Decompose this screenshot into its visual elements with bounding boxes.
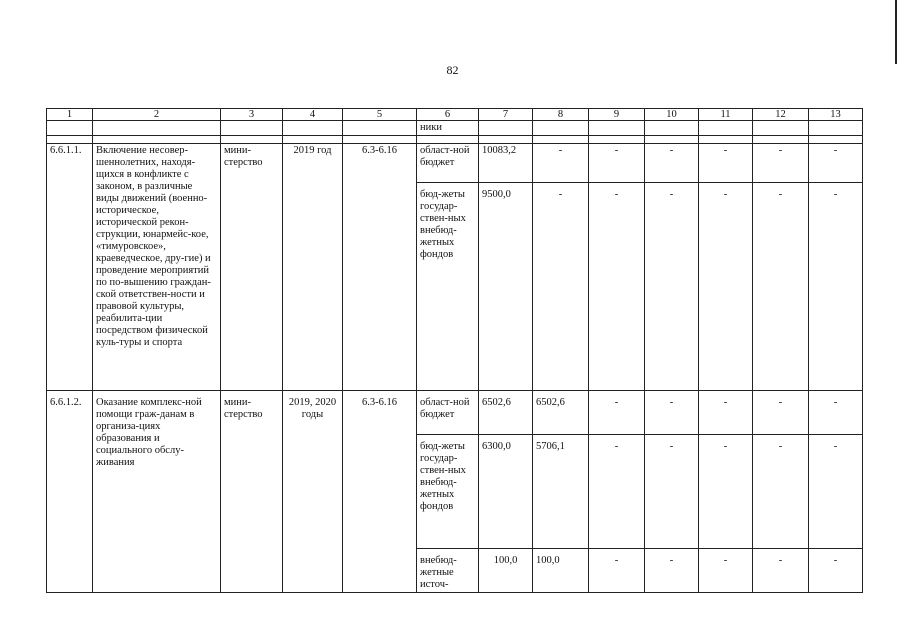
item-targets: 6.3-6.16 [343, 144, 417, 391]
value-cell: - [589, 549, 645, 593]
column-header: 11 [699, 109, 753, 121]
column-header: 4 [283, 109, 343, 121]
item-targets: 6.3-6.16 [343, 391, 417, 593]
value-cell: - [809, 391, 863, 435]
value-cell: - [809, 144, 863, 183]
funding-source: област-ной бюджет [417, 391, 479, 435]
value-cell: - [753, 183, 809, 391]
column-header: 5 [343, 109, 417, 121]
continuation-row [47, 121, 863, 136]
funding-source: ники [417, 121, 479, 136]
column-header: 9 [589, 109, 645, 121]
spacer-row [47, 136, 863, 144]
value-cell: - [645, 549, 699, 593]
column-header: 6 [417, 109, 479, 121]
column-header: 13 [809, 109, 863, 121]
value-cell: 100,0 [479, 549, 533, 593]
value-cell: 9500,0 [479, 183, 533, 391]
value-cell: 100,0 [533, 549, 589, 593]
item-period: 2019 год [283, 144, 343, 391]
program-table [46, 108, 863, 593]
value-cell: - [699, 549, 753, 593]
value-cell: - [809, 183, 863, 391]
column-header: 1 [47, 109, 93, 121]
value-cell: 5706,1 [533, 435, 589, 549]
value-cell: - [589, 391, 645, 435]
value-cell: - [645, 183, 699, 391]
value-cell: - [645, 391, 699, 435]
item-executor: мини-стерство [221, 144, 283, 391]
column-header: 10 [645, 109, 699, 121]
value-cell: - [699, 183, 753, 391]
value-cell: 6502,6 [479, 391, 533, 435]
item-code: 6.6.1.2. [47, 391, 93, 593]
value-cell: - [645, 435, 699, 549]
value-cell: - [809, 549, 863, 593]
value-cell: - [533, 183, 589, 391]
item-executor: мини-стерство [221, 391, 283, 593]
funding-source: бюд-жеты государ-ствен-ных внебюд-жетных фондов [417, 435, 479, 549]
funding-source: бюд-жеты государ-ствен-ных внебюд-жетных фондов [417, 183, 479, 391]
column-header: 7 [479, 109, 533, 121]
table-row [47, 144, 863, 183]
funding-source: област-ной бюджет [417, 144, 479, 183]
page-number: 82 [446, 63, 459, 77]
column-header: 12 [753, 109, 809, 121]
value-cell: 10083,2 [479, 144, 533, 183]
item-description: Оказание комплекс-ной помощи граж-данам в организа-циях образования и социального обслу-живания [93, 391, 221, 593]
value-cell: - [699, 144, 753, 183]
table-row [47, 391, 863, 435]
value-cell: - [589, 435, 645, 549]
value-cell: - [699, 435, 753, 549]
column-header: 3 [221, 109, 283, 121]
item-code: 6.6.1.1. [47, 144, 93, 391]
value-cell: - [589, 144, 645, 183]
item-description: Включение несовер-шеннолетних, находя-щихся в конфликте с законом, в различные виды движений (военно-историческое, исторической рекон-струкции, юнармейс-кое, «тимуровское», краеведческое, дру-гие) и проведение мероприятий по по-вышению граждан-ской ответствен-ности и правовой культуры, реабилита-ции посредством физической куль-туры и спорта [93, 144, 221, 391]
value-cell: - [589, 183, 645, 391]
scan-edge-mark [895, 0, 897, 64]
value-cell: - [533, 144, 589, 183]
column-header: 2 [93, 109, 221, 121]
value-cell: 6502,6 [533, 391, 589, 435]
column-number-row [47, 109, 863, 121]
value-cell: - [699, 391, 753, 435]
value-cell: - [753, 144, 809, 183]
value-cell: - [809, 435, 863, 549]
funding-source: внебюд-жетные источ- [417, 549, 479, 593]
column-header: 8 [533, 109, 589, 121]
value-cell: - [753, 391, 809, 435]
item-period: 2019, 2020 годы [283, 391, 343, 593]
value-cell: - [753, 435, 809, 549]
value-cell: 6300,0 [479, 435, 533, 549]
value-cell: - [645, 144, 699, 183]
value-cell: - [753, 549, 809, 593]
